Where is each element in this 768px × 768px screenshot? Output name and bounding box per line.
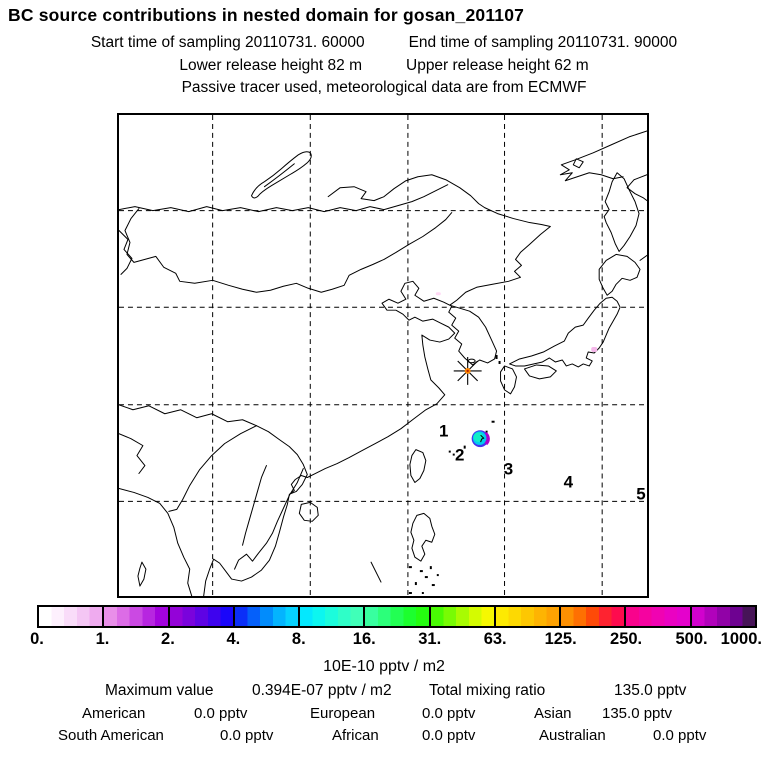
colorbar-tick: 125. [544,630,577,648]
colorbar-tick-labels [30,630,762,650]
region-australian-value: 0.0 pptv [653,727,707,744]
colorbar-units-label: 10E-10 pptv / m2 [323,658,445,675]
start-time-text: Start time of sampling 20110731. 60000 [90,34,365,51]
colorbar-segment [168,607,233,626]
graticule-grid [119,115,647,596]
region-asian-label: Asian [534,705,572,722]
max-value: 0.394E-07 pptv / m2 [252,682,392,699]
end-time-text: End time of sampling 20110731. 90000 [408,34,678,51]
lower-release-text: Lower release height 82 m [179,57,362,74]
release-point-marker [454,357,482,385]
colorbar-tick: 63. [483,630,507,648]
colorbar-tick: 1000. [720,630,762,648]
region-european-label: European [310,705,376,722]
colorbar [37,605,757,628]
colorbar-segment [494,607,559,626]
region-asian-value: 135.0 pptv [602,705,673,722]
upper-release-text: Upper release height 62 m [406,57,589,74]
region-number-labels [439,422,646,504]
region-label-3: 3 [503,459,514,479]
region-label-5: 5 [636,484,646,504]
colorbar-tick: 8. [291,630,306,648]
colorbar-segment [39,607,102,626]
colorbar-tick: 2. [161,630,175,648]
max-value-label: Maximum value [105,682,214,699]
region-african-value: 0.0 pptv [422,727,476,744]
release-heights-row [0,57,768,75]
region-european-value: 0.0 pptv [422,705,476,722]
colorbar-segment [690,607,755,626]
region-south-american-label: South American [58,727,164,744]
colorbar-tick: 31. [418,630,442,648]
page-title: BC source contributions in nested domain for gosan_201107 [8,5,525,25]
colorbar-segment [363,607,428,626]
region-label-1: 1 [439,421,449,441]
total-mixing-ratio-value: 135.0 pptv [614,682,687,699]
colorbar-segment [298,607,363,626]
map-svg [119,115,647,596]
total-mixing-ratio-label: Total mixing ratio [429,682,546,699]
colorbar-segment [429,607,494,626]
colorbar-tick: 16. [352,630,376,648]
colorbar-tick: 4. [226,630,241,648]
region-australian-label: Australian [539,727,606,744]
islands [138,173,640,594]
coastlines [119,131,647,596]
sampling-times-row [0,34,768,52]
region-african-label: African [332,727,379,744]
tracer-note: Passive tracer used, meteorological data are from ECMWF [181,79,587,96]
concentration-spot [472,430,490,447]
region-american-value: 0.0 pptv [194,705,248,722]
lake-baikal [251,152,311,198]
region-label-2: 2 [454,445,465,465]
region-american-label: American [82,705,146,722]
map-panel [117,113,649,598]
colorbar-segment [233,607,298,626]
colorbar-segment [559,607,624,626]
colorbar-tick: 1. [95,630,110,648]
colorbar-segment [102,607,167,626]
region-label-4: 4 [563,472,574,492]
colorbar-tick: 250. [610,630,643,648]
region-south-american-value: 0.0 pptv [220,727,274,744]
colorbar-segment [624,607,689,626]
colorbar-tick: 500. [675,630,708,648]
colorbar-tick: 0. [30,630,44,648]
